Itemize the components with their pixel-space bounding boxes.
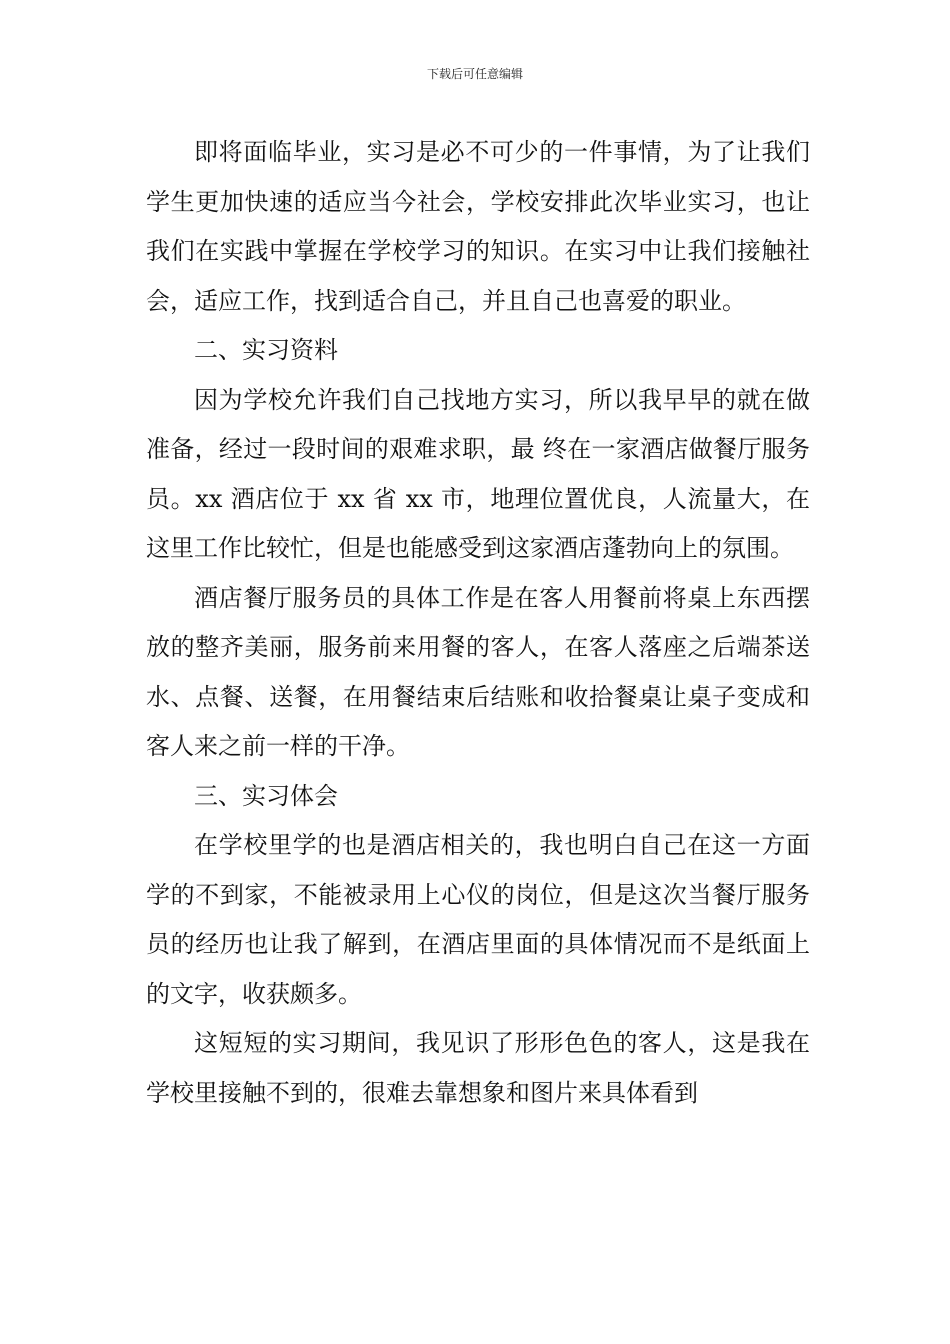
section-heading-internship-experience: 三、实习体会: [194, 781, 338, 810]
document-body: [146, 128, 810, 1118]
section-heading-internship-content: 二、实习资料: [194, 336, 338, 364]
page-header: 下载后可任意编辑: [426, 67, 523, 81]
paragraph-job-duties: 酒店餐厅服务员的具体工作是在客人用餐前将桌上东西摆放的整齐美丽，服务前来用餐的客人，在客人落座之后端茶送水、点餐、送餐，在用餐结束后结账和收拾餐桌让桌子变成和客人来之前一样的干净。: [146, 583, 810, 760]
paragraph-intro: 即将面临毕业，实习是必不可少的一件事情，为了让我们学生更加快速的适应当今社会，学校安排此次毕业实习，也让我们在实践中掌握在学校学习的知识。在实习中让我们接触社会，适应工作，找到适合自己，并且自己也喜爱的职业。: [146, 138, 810, 315]
paragraph-reflection: 在学校里学的也是酒店相关的，我也明白自己在这一方面学的不到家，不能被录用上心仪的岗位，但是这次当餐厅服务员的经历也让我了解到，在酒店里面的具体情况而不是纸面上的文字，收获颇多。: [146, 831, 810, 1008]
paragraph-job-search: 因为学校允许我们自己找地方实习，所以我早早的就在做准备，经过一段时间的艰难求职，最 终在一家酒店做餐厅服务员。xx 酒店位于 xx 省 xx 市，地理位置优良，人流量大，在这里工作比较忙，但是也能感受到这家酒店蓬勃向上的氛围。: [146, 385, 810, 562]
paragraph-customers: 这短短的实习期间，我见识了形形色色的客人，这是我在学校里接触不到的，很难去靠想象和图片来具体看到: [146, 1029, 810, 1107]
